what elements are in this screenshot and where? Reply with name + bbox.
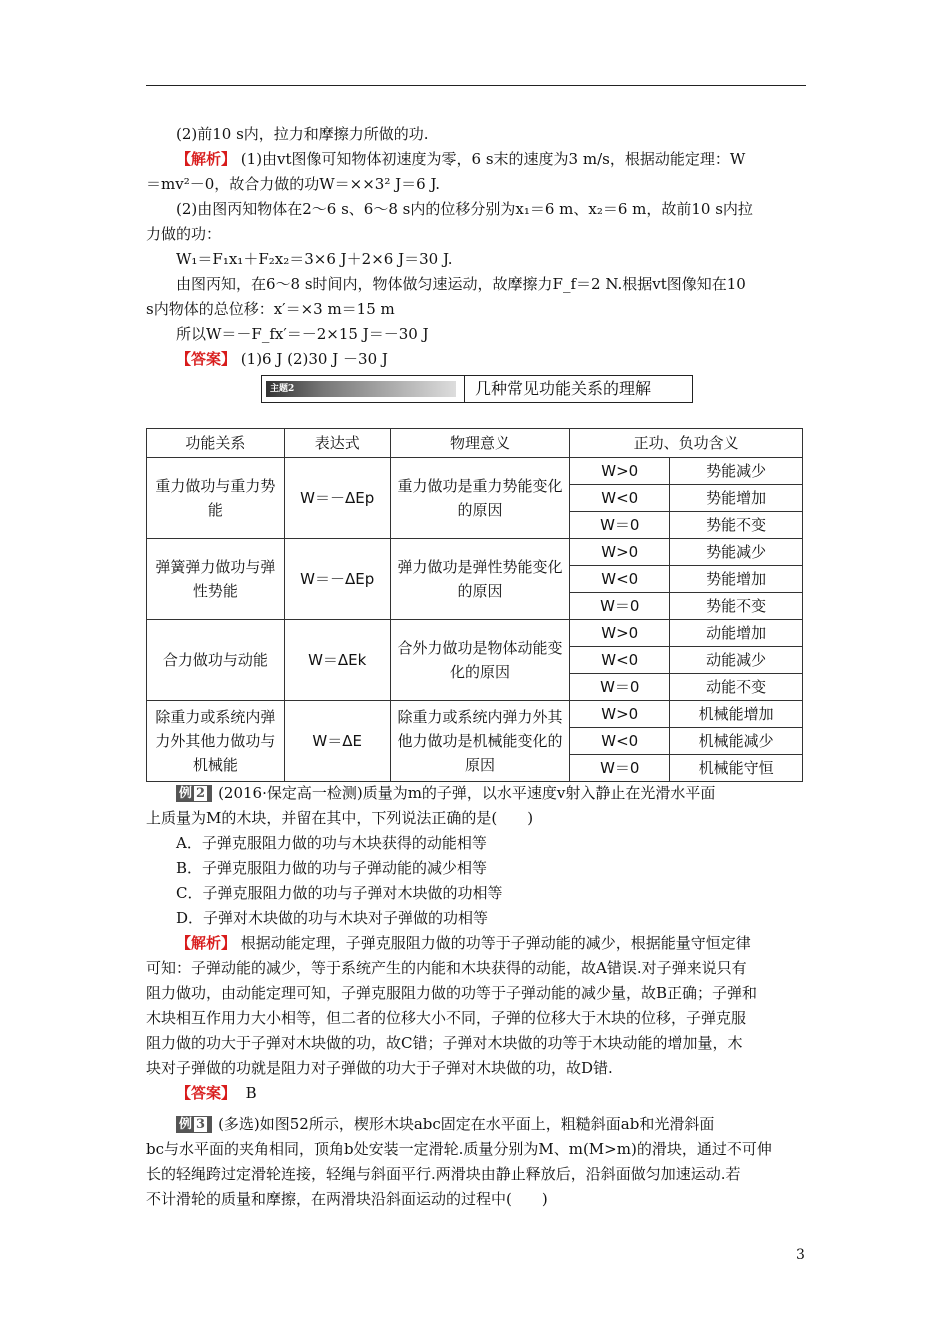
result-cell: 势能减少	[670, 539, 803, 566]
result-cell: 势能不变	[670, 512, 803, 539]
answer1: 【答案】 (1)6 J (2)30 J －30 J	[176, 350, 388, 368]
solution2-line-2: 可知：子弹动能的减少，等于系统产生的内能和木块获得的动能，故A错误.对子弹来说只有	[146, 959, 747, 977]
option-d: D．子弹对木块做的功与木块对子弹做的功相等	[176, 909, 489, 927]
table-header-row	[147, 429, 803, 458]
result-cell: 势能增加	[670, 566, 803, 593]
header-sign: 正功、负功含义	[570, 429, 803, 458]
meaning-cell: 重力做功是重力势能变化的原因	[390, 458, 570, 539]
solution1-line-7: s内物体的总位移：x′＝×3 m＝15 m	[146, 300, 395, 318]
solution2-line-5: 阻力做的功大于子弹对木块做的功，故C错；子弹对木块做的功等于木块动能的增加量，木	[146, 1034, 743, 1052]
relation-cell: 重力做功与重力势能	[147, 458, 285, 539]
solution2-line-1: 【解析】 根据动能定理，子弹克服阻力做的功等于子弹动能的减少，根据能量守恒定律	[176, 934, 751, 952]
work-energy-table	[146, 428, 803, 782]
header-meaning: 物理意义	[390, 429, 570, 458]
result-cell: 机械能守恒	[670, 755, 803, 782]
condition-cell: W<0	[570, 485, 670, 512]
result-cell: 势能减少	[670, 458, 803, 485]
relation-cell: 除重力或系统内弹力外其他力做功与机械能	[147, 701, 285, 782]
result-cell: 机械能减少	[670, 728, 803, 755]
meaning-cell: 弹力做功是弹性势能变化的原因	[390, 539, 570, 620]
solution2-line-4: 木块相互作用力大小相等，但二者的位移大小不同，子弹的位移大于木块的位移，子弹克服	[146, 1009, 747, 1027]
condition-cell: W＝0	[570, 512, 670, 539]
problem-tail: (2)前10 s内，拉力和摩擦力所做的功.	[176, 125, 429, 143]
example-badge: 例 3	[176, 1116, 212, 1133]
table-row	[147, 458, 803, 485]
topic-badge: 主题2	[266, 381, 456, 397]
option-a: A．子弹克服阻力做的功与木块获得的动能相等	[176, 834, 487, 852]
result-cell: 动能减少	[670, 647, 803, 674]
solution2-line-6: 块对子弹做的功就是阻力对子弹做的功大于子弹对木块做的功，故D错.	[146, 1059, 613, 1077]
header-relation: 功能关系	[147, 429, 285, 458]
example3-stem-2: bc与水平面的夹角相同，顶角b处安装一定滑轮.质量分别为M、m(M>m)的滑块，通过不可伸	[146, 1140, 772, 1158]
relation-cell: 合力做功与动能	[147, 620, 285, 701]
table-row	[147, 701, 803, 728]
page-number: 3	[796, 1247, 805, 1263]
condition-cell: W>0	[570, 620, 670, 647]
example3-stem-3: 长的轻绳跨过定滑轮连接，轻绳与斜面平行.两滑块由静止释放后，沿斜面做匀加速运动.若	[146, 1165, 741, 1183]
option-b: B．子弹克服阻力做的功与子弹动能的减少相等	[176, 859, 488, 877]
example2-stem-2: 上质量为M的木块，并留在其中，下列说法正确的是( )	[146, 809, 534, 827]
condition-cell: W＝0	[570, 755, 670, 782]
result-cell: 动能不变	[670, 674, 803, 701]
condition-cell: W>0	[570, 458, 670, 485]
example3-stem-4: 不计滑轮的质量和摩擦，在两滑块沿斜面运动的过程中( )	[146, 1190, 548, 1208]
meaning-cell: 合外力做功是物体动能变化的原因	[390, 620, 570, 701]
expression-cell: W＝－ΔEp	[284, 458, 390, 539]
topic-header	[261, 375, 693, 403]
topic-title: 几种常见功能关系的理解	[464, 376, 651, 402]
answer-tag: 【答案】	[176, 1084, 237, 1102]
condition-cell: W<0	[570, 647, 670, 674]
relation-cell: 弹簧弹力做功与弹性势能	[147, 539, 285, 620]
condition-cell: W<0	[570, 566, 670, 593]
expression-cell: W＝ΔE	[284, 701, 390, 782]
example3-stem-1: 例 3 (多选)如图52所示，楔形木块abc固定在水平面上，粗糙斜面ab和光滑斜面	[146, 1113, 840, 1135]
table-row	[147, 539, 803, 566]
solution1-line-6: 由图丙知，在6～8 s时间内，物体做匀速运动，故摩擦力F_f＝2 N.根据vt图像知在10	[176, 275, 746, 293]
example-badge: 例 2	[176, 785, 212, 802]
table-row	[147, 620, 803, 647]
header-expression: 表达式	[284, 429, 390, 458]
meaning-cell: 除重力或系统内弹力外其他力做功是机械能变化的原因	[390, 701, 570, 782]
condition-cell: W<0	[570, 728, 670, 755]
expression-cell: W＝－ΔEp	[284, 539, 390, 620]
result-cell: 势能不变	[670, 593, 803, 620]
condition-cell: W＝0	[570, 674, 670, 701]
solution1-line-3: (2)由图丙知物体在2～6 s、6～8 s内的位移分别为x₁＝6 m、x₂＝6 m，故前10 s内拉	[176, 200, 753, 218]
condition-cell: W>0	[570, 539, 670, 566]
solution-tag: 【解析】	[176, 150, 237, 168]
solution2-line-3: 阻力做功，由动能定理可知，子弹克服阻力做的功等于子弹动能的减少量，故B正确；子弹和	[146, 984, 758, 1002]
option-c: C．子弹克服阻力做的功与子弹对木块做的功相等	[176, 884, 503, 902]
solution1-line-2: ＝mv²－0，故合力做的功W＝××3² J＝6 J.	[146, 175, 441, 193]
answer-tag: 【答案】	[176, 350, 237, 368]
result-cell: 势能增加	[670, 485, 803, 512]
condition-cell: W＝0	[570, 593, 670, 620]
solution1-line-1: 【解析】 (1)由vt图像可知物体初速度为零，6 s末的速度为3 m/s，根据动能定理：W	[176, 150, 746, 168]
condition-cell: W>0	[570, 701, 670, 728]
result-cell: 动能增加	[670, 620, 803, 647]
answer2: 【答案】 B	[176, 1084, 257, 1102]
solution1-line-4: 力做的功：	[146, 225, 222, 243]
solution1-line-8: 所以W＝－F_fx′＝－2×15 J＝－30 J	[176, 325, 429, 343]
solution-tag: 【解析】	[176, 934, 237, 952]
expression-cell: W＝ΔEk	[284, 620, 390, 701]
header-rule	[146, 85, 806, 86]
result-cell: 机械能增加	[670, 701, 803, 728]
solution1-line-5: W₁＝F₁x₁＋F₂x₂＝3×6 J＋2×6 J＝30 J.	[176, 250, 453, 268]
example2-stem-1: 例 2 (2016·保定高一检测)质量为m的子弹，以水平速度v射入静止在光滑水平面	[146, 782, 840, 804]
